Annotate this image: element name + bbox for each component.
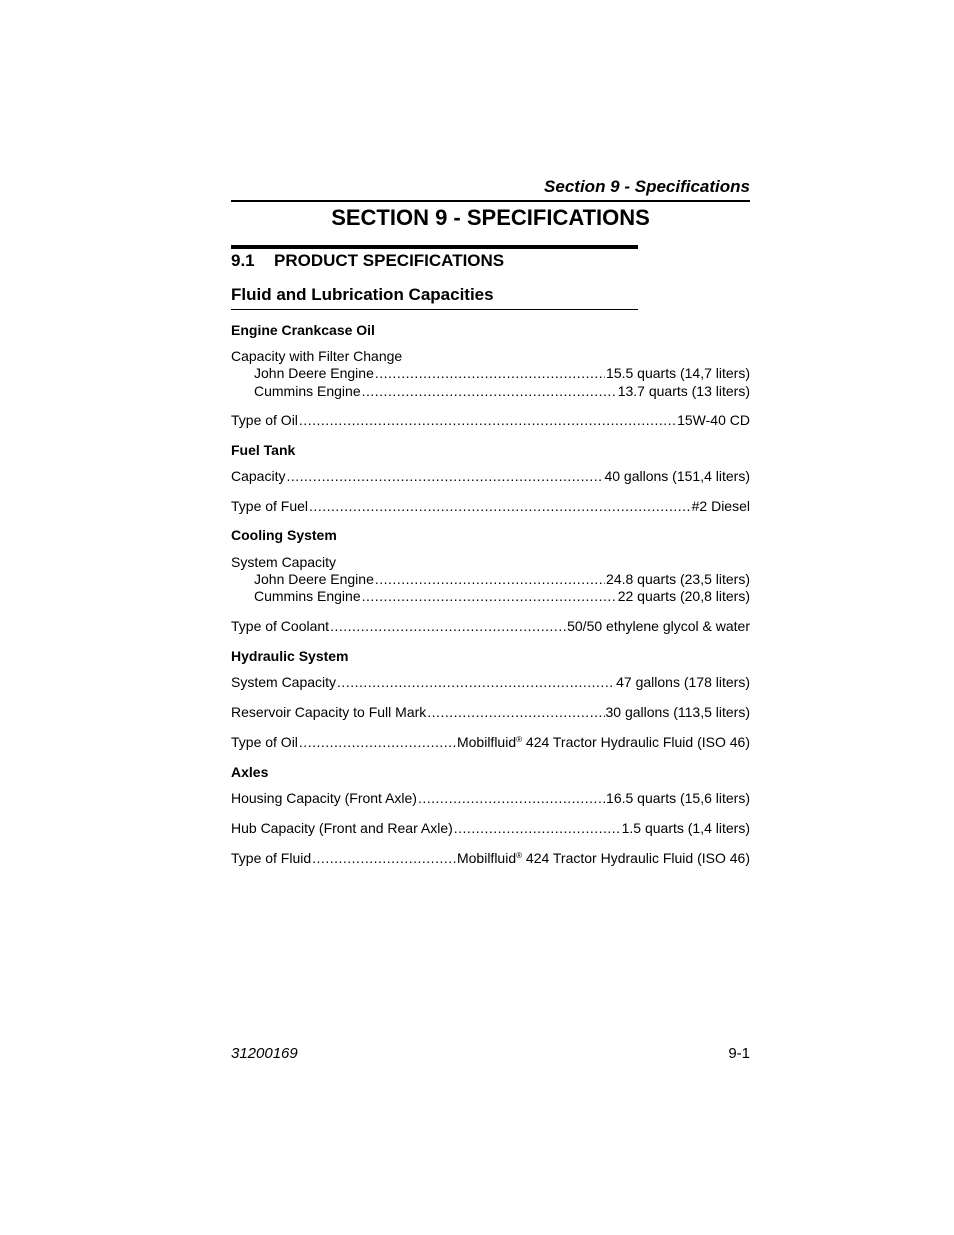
fluid-capacities-title: Fluid and Lubrication Capacities <box>231 285 494 304</box>
spec-value: 13.7 quarts (13 liters) <box>617 383 750 399</box>
subsection-number: 9.1 <box>231 251 255 270</box>
running-header: Section 9 - Specifications <box>544 177 750 196</box>
leader-dots <box>362 383 617 399</box>
engine-john-deere-row <box>254 365 750 381</box>
coolant-type-row <box>231 618 750 634</box>
document-number: 31200169 <box>231 1045 298 1062</box>
cooling-cummins-row <box>254 588 750 604</box>
fuel-type-row <box>231 498 750 514</box>
spec-label: Type of Oil <box>231 412 298 428</box>
fluid-capacities-rule <box>231 309 638 310</box>
spec-label: Hub Capacity (Front and Rear Axle) <box>231 820 453 836</box>
engine-oil-type-row <box>231 412 750 428</box>
spec-value <box>457 734 750 750</box>
leader-dots <box>427 704 604 720</box>
leader-dots <box>337 674 615 690</box>
leader-dots <box>286 468 603 484</box>
engine-capacity-label: Capacity with Filter Change <box>231 348 403 364</box>
spec-value: 15W-40 CD <box>677 412 750 428</box>
engine-oil-heading: Engine Crankcase Oil <box>231 322 375 338</box>
cooling-capacity-label: System Capacity <box>231 554 337 570</box>
cooling-system-heading: Cooling System <box>231 527 337 543</box>
spec-value: 22 quarts (20,8 liters) <box>617 588 750 604</box>
leader-dots <box>312 850 456 866</box>
leader-dots <box>454 820 621 836</box>
section-title: SECTION 9 - SPECIFICATIONS <box>331 205 650 230</box>
leader-dots <box>299 734 456 750</box>
brand-name: Mobilfluid <box>456 734 517 750</box>
brand-name: Mobilfluid <box>456 850 517 866</box>
leader-dots <box>375 365 605 381</box>
leader-dots <box>309 498 691 514</box>
page-number: 9-1 <box>728 1045 750 1062</box>
title-rule <box>231 245 638 249</box>
cooling-john-deere-row <box>254 571 750 587</box>
fuel-capacity-row <box>231 468 750 484</box>
spec-label: System Capacity <box>231 674 337 690</box>
axle-hub-row <box>231 820 750 836</box>
spec-label: Reservoir Capacity to Full Mark <box>231 704 427 720</box>
leader-dots <box>330 618 566 634</box>
header-rule <box>231 200 750 202</box>
spec-label: Type of Oil <box>231 734 298 750</box>
spec-value: 16.5 quarts (15,6 liters) <box>606 790 750 806</box>
hydraulic-oil-type-row <box>231 734 750 750</box>
spec-value: 1.5 quarts (1,4 liters) <box>621 820 750 836</box>
spec-value: 24.8 quarts (23,5 liters) <box>606 571 750 587</box>
spec-value: 15.5 quarts (14,7 liters) <box>606 365 750 381</box>
engine-cummins-row <box>254 383 750 399</box>
axles-heading: Axles <box>231 764 269 780</box>
spec-label: Housing Capacity (Front Axle) <box>231 790 417 806</box>
spec-label: Type of Fluid <box>231 850 312 866</box>
leader-dots <box>418 790 605 806</box>
spec-label: Capacity <box>231 468 286 484</box>
subsection-title <box>231 251 504 271</box>
hydraulic-capacity-row <box>231 674 750 690</box>
manual-page <box>231 0 750 1235</box>
spec-value: 50/50 ethylene glycol & water <box>567 618 750 634</box>
spec-label: Type of Coolant <box>231 618 330 634</box>
spec-value: 30 gallons (113,5 liters) <box>605 704 750 720</box>
leader-dots <box>375 571 605 587</box>
fluid-description: 424 Tractor Hydraulic Fluid (ISO 46) <box>522 850 750 866</box>
hydraulic-system-heading: Hydraulic System <box>231 648 349 664</box>
leader-dots <box>362 588 617 604</box>
spec-value: 40 gallons (151,4 liters) <box>604 468 750 484</box>
fluid-description: 424 Tractor Hydraulic Fluid (ISO 46) <box>522 734 750 750</box>
leader-dots <box>299 412 676 428</box>
fuel-tank-heading: Fuel Tank <box>231 442 296 458</box>
spec-label: John Deere Engine <box>254 571 374 587</box>
subsection-label: PRODUCT SPECIFICATIONS <box>274 251 505 270</box>
spec-label: John Deere Engine <box>254 365 374 381</box>
spec-value <box>457 850 750 866</box>
registered-mark: ® <box>516 851 523 860</box>
hydraulic-reservoir-row <box>231 704 750 720</box>
spec-value: #2 Diesel <box>691 498 750 514</box>
axle-housing-row <box>231 790 750 806</box>
spec-label: Cummins Engine <box>254 383 361 399</box>
registered-mark: ® <box>516 735 523 744</box>
axle-fluid-type-row <box>231 850 750 866</box>
spec-label: Cummins Engine <box>254 588 361 604</box>
spec-label: Type of Fuel <box>231 498 309 514</box>
spec-value: 47 gallons (178 liters) <box>616 674 750 690</box>
